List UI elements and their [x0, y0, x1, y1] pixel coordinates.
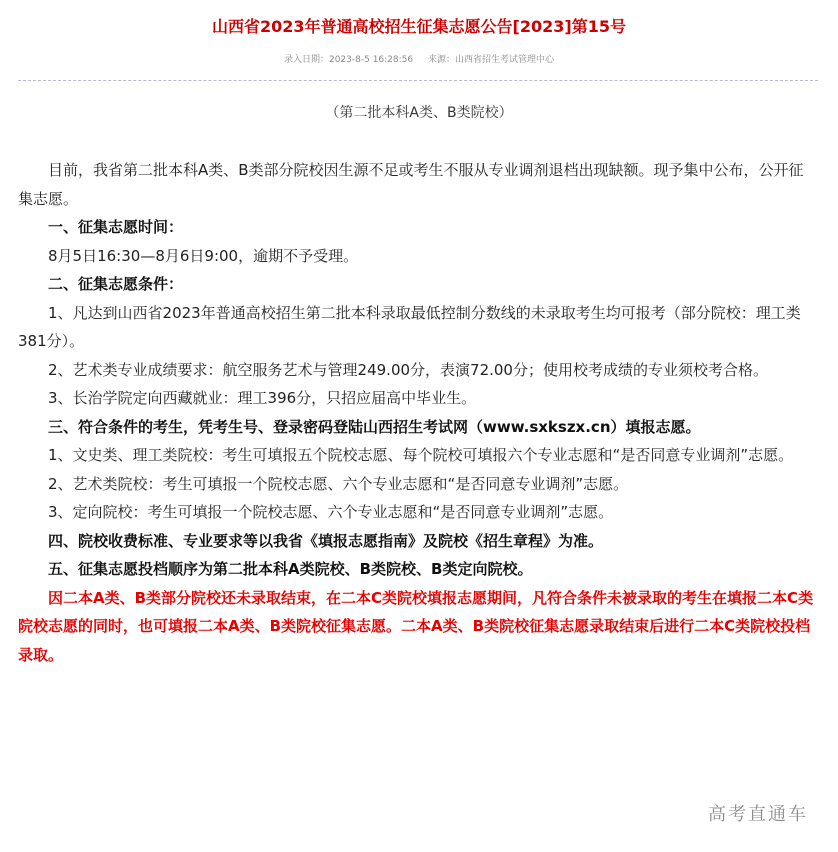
red-notice-paragraph: 因二本A类、B类部分院校还未录取结束，在二本C类院校填报志愿期间，凡符合条件未被录取的考生在填报二本C类院校志愿的同时，也可填报二本A类、B类院校征集志愿。二本A类、B类院校征集志愿录取结束后进行二本C类院校投档录取。: [18, 588, 814, 664]
condition-item-3: 3、长治学院定向西藏就业：理工396分，只招应届高中毕业生。: [48, 389, 477, 407]
article-body: [18, 156, 818, 669]
section-heading-fees: 四、院校收费标准、专业要求等以我省《填报志愿指南》及院校《招生章程》为准。: [48, 531, 604, 550]
entry-date: 录入日期：2023-8-5 16:28:56: [283, 55, 414, 65]
condition-item-2: 2、艺术类专业成绩要求：航空服务艺术与管理249.00分，表演72.00分；使用校考成绩的专业须校考合格。: [48, 360, 768, 379]
intro-paragraph: 目前，我省第二批本科A类、B类部分院校因生源不足或考生不服从专业调剂退档出现缺额。现予集中公布，公开征集志愿。: [18, 161, 804, 208]
article-subtitle: （第二批本科A类、B类院校）: [325, 105, 513, 121]
section-heading-apply: 三、符合条件的考生，凭考生号、登录密码登陆山西招生考试网（www.sxkszx.cn）填报志愿。: [48, 417, 701, 436]
apply-item-1: 1、文史类、理工类院校：考生可填报五个院校志愿、每个院校可填报六个专业志愿和“是否同意专业调剂”志愿。: [48, 446, 794, 464]
condition-item-1: 1、凡达到山西省2023年普通高校招生第二批本科录取最低控制分数线的未录取考生均可报考（部分院校：理工类381分）。: [18, 303, 801, 350]
article-title: 山西省2023年普通高校招生征集志愿公告[2023]第15号: [212, 17, 626, 36]
apply-item-3: 3、定向院校：考生可填报一个院校志愿、六个专业志愿和“是否同意专业调剂”志愿。: [48, 503, 614, 521]
watermark-text: 高考直通车: [708, 804, 808, 825]
time-paragraph: 8月5日16:30—8月6日9:00，逾期不予受理。: [48, 246, 359, 265]
article-meta: [0, 52, 838, 65]
apply-item-2: 2、艺术类院校：考生可填报一个院校志愿、六个专业志愿和“是否同意专业调剂”志愿。: [48, 474, 629, 493]
section-heading-conditions: 二、征集志愿条件：: [48, 275, 184, 293]
section-heading-order: 五、征集志愿投档顺序为第二批本科A类院校、B类院校、B类定向院校。: [48, 560, 533, 578]
section-heading-time: 一、征集志愿时间：: [48, 218, 184, 236]
article-source: 来源：山西省招生考试管理中心: [428, 55, 555, 65]
title-divider: [18, 80, 818, 81]
